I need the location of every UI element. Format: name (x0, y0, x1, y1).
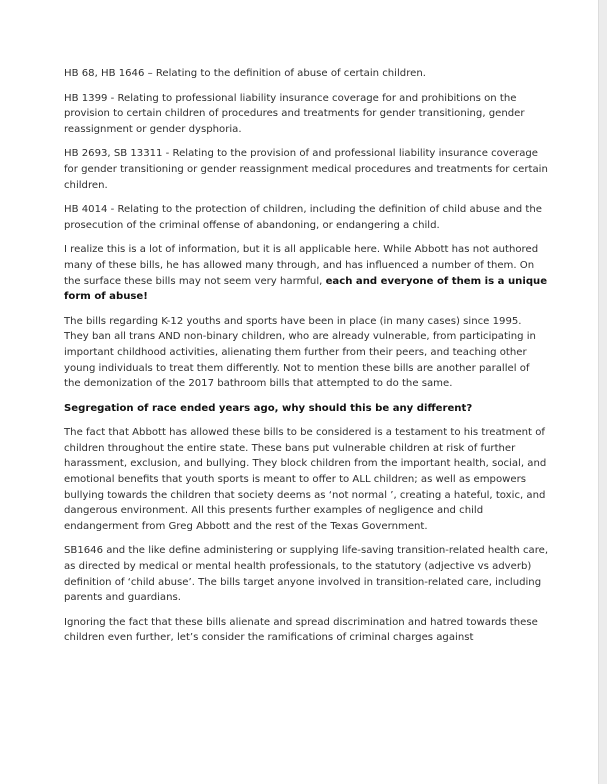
paragraph-realize (64, 242, 549, 304)
paragraph-hb2693: HB 2693, SB 13311 - Relating to the provision of and professional liability insurance coverage for gender transitioning or gender reassignment medical procedures and treatments for certain children. (64, 148, 548, 191)
paragraph-realize-text: I realize this is a lot of information, but it is all applicable here. While Abbott has not authored many of these bills, he has allowed many through, and has influenced a number of them. On the surface these bills may not seem very harmful, (64, 244, 539, 287)
paragraph-sb1646: SB1646 and the like define administering or supplying life-saving transition-related health care, as directed by medical or mental health professionals, to the statutory (adjective vs adverb) definition of ‘child abuse’. The bills target anyone involved in transition-related care, including parents and guardians. (64, 545, 549, 604)
paragraph-k12-bills: The bills regarding K-12 youths and sports have been in place (in many cases) since 1995. They ban all trans AND non-binary children, who are already vulnerable, from participating in important childhood activities, alienating them further from their peers, and teaching other young individuals to treat them differently. Not to mention these bills are another parallel of the demonization of the 2017 bathroom bills that attempted to do the same. (64, 315, 536, 390)
scrollbar-track[interactable] (598, 0, 607, 784)
document-body (64, 66, 549, 655)
paragraph-realize-emphasis: each and everyone of them is a unique form of abuse! (64, 275, 548, 303)
paragraph-abbott-allowed: The fact that Abbott has allowed these bills to be considered is a testament to his treatment of children throughout the entire state. These bans put vulnerable children at risk of further harassment, exclusion, and bullying. They block children from the important health, social, and emotional benefits that youth sports is meant to offer to ALL children; as well as empowers bullying towards the children that society deems as ‘not normal ’, creating a hateful, toxic, and dangerous environment. All this presents further examples of negligence and child endangerment from Greg Abbott and the rest of the Texas Government. (64, 427, 547, 532)
paragraph-hb1399: HB 1399 - Relating to professional liability insurance coverage for and prohibitions on the provision to certain children of procedures and treatments for gender transitioning, gender reassignment or gender dysphoria. (64, 92, 525, 135)
paragraph-hb68: HB 68, HB 1646 – Relating to the definition of abuse of certain children. (64, 68, 426, 79)
paragraph-ignoring: Ignoring the fact that these bills alienate and spread discrimination and hatred towards these children even further, let’s consider the ramifications of criminal charges against (64, 616, 538, 644)
section-heading: Segregation of race ended years ago, why should this be any different? (64, 402, 473, 414)
paragraph-hb4014: HB 4014 - Relating to the protection of children, including the definition of child abuse and the prosecution of the criminal offense of abandoning, or endangering a child. (64, 204, 542, 231)
